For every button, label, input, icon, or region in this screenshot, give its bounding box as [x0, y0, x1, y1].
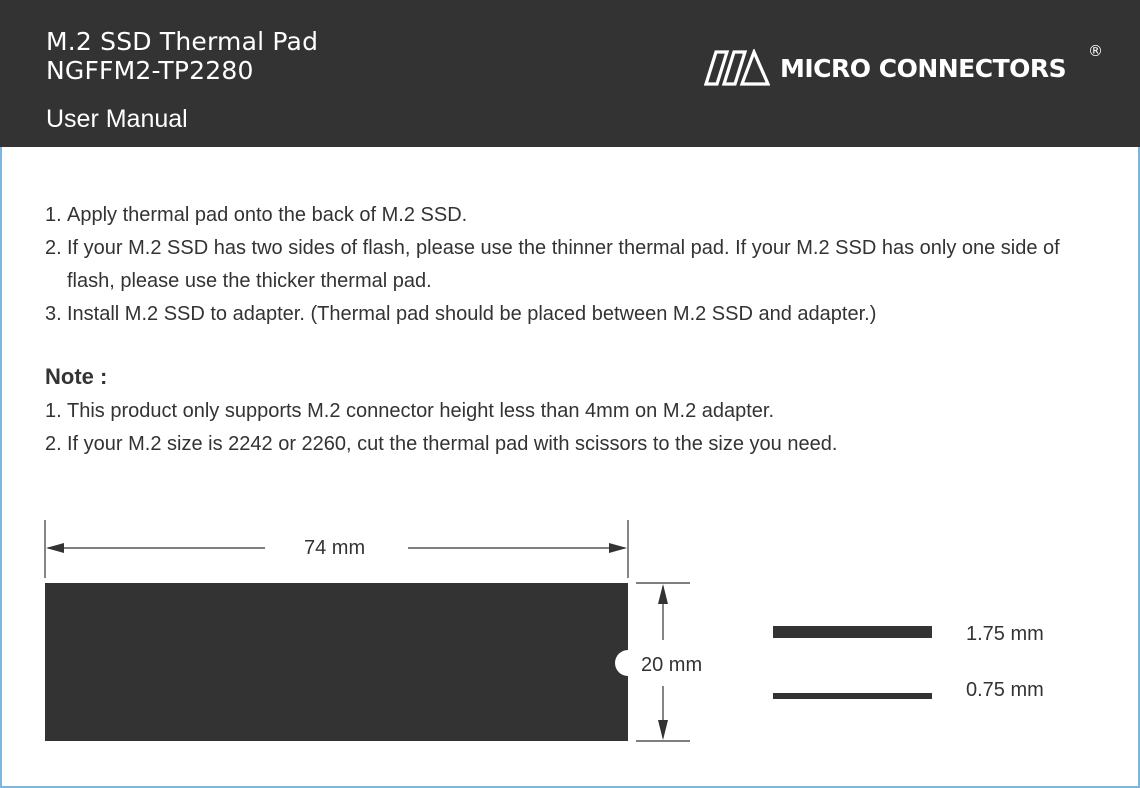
- step-number: 1.: [45, 204, 62, 226]
- document-type: User Manual: [46, 105, 188, 133]
- note-item: [45, 395, 1085, 428]
- width-arrowhead-right: [609, 543, 627, 553]
- note-item: [45, 428, 1085, 461]
- brand-name: MICRO CONNECTORS: [780, 53, 1067, 83]
- thermal-pad-shape: [45, 583, 628, 741]
- instruction-step: [45, 298, 1085, 331]
- step-text: Install M.2 SSD to adapter. (Thermal pad should be placed between M.2 SSD and adapter.): [67, 303, 877, 325]
- step-number: 2.: [45, 237, 62, 259]
- height-dimension-label: 20 mm: [641, 654, 703, 676]
- height-arrowhead-bottom: [658, 720, 668, 740]
- thick-pad-label: 1.75 mm: [966, 623, 1044, 645]
- note-heading: Note :: [45, 364, 108, 389]
- step-text: Apply thermal pad onto the back of M.2 SSD.: [67, 204, 468, 226]
- instruction-list: [45, 199, 1085, 331]
- note-text: If your M.2 size is 2242 or 2260, cut the thermal pad with scissors to the size you need.: [67, 433, 838, 455]
- model-number: NGFFM2-TP2280: [46, 56, 254, 85]
- width-dimension-label: 74 mm: [304, 537, 366, 559]
- step-number: 3.: [45, 303, 62, 325]
- note-number: 1.: [45, 400, 62, 422]
- thick-pad-bar: [773, 626, 932, 638]
- brand-logo: [704, 42, 1103, 88]
- instruction-step: [45, 232, 1085, 298]
- note-number: 2.: [45, 433, 62, 455]
- thin-pad-bar: [773, 693, 932, 699]
- product-name: M.2 SSD Thermal Pad: [46, 27, 319, 56]
- registered-trademark: ®: [1088, 42, 1103, 60]
- height-arrowhead-top: [658, 584, 668, 604]
- thermal-pad-diagram: [0, 500, 1140, 760]
- note-list: [45, 395, 1085, 461]
- width-arrowhead-left: [46, 543, 64, 553]
- step-text: If your M.2 SSD has two sides of flash, please use the thinner thermal pad. If your M.2 SSD has only one side of flash, please use the thicker thermal pad.: [67, 237, 1060, 292]
- micro-connectors-logo-icon: [704, 49, 770, 87]
- instruction-step: [45, 199, 1085, 232]
- thin-pad-label: 0.75 mm: [966, 679, 1044, 701]
- header-banner: [0, 0, 1140, 147]
- note-text: This product only supports M.2 connector height less than 4mm on M.2 adapter.: [67, 400, 775, 422]
